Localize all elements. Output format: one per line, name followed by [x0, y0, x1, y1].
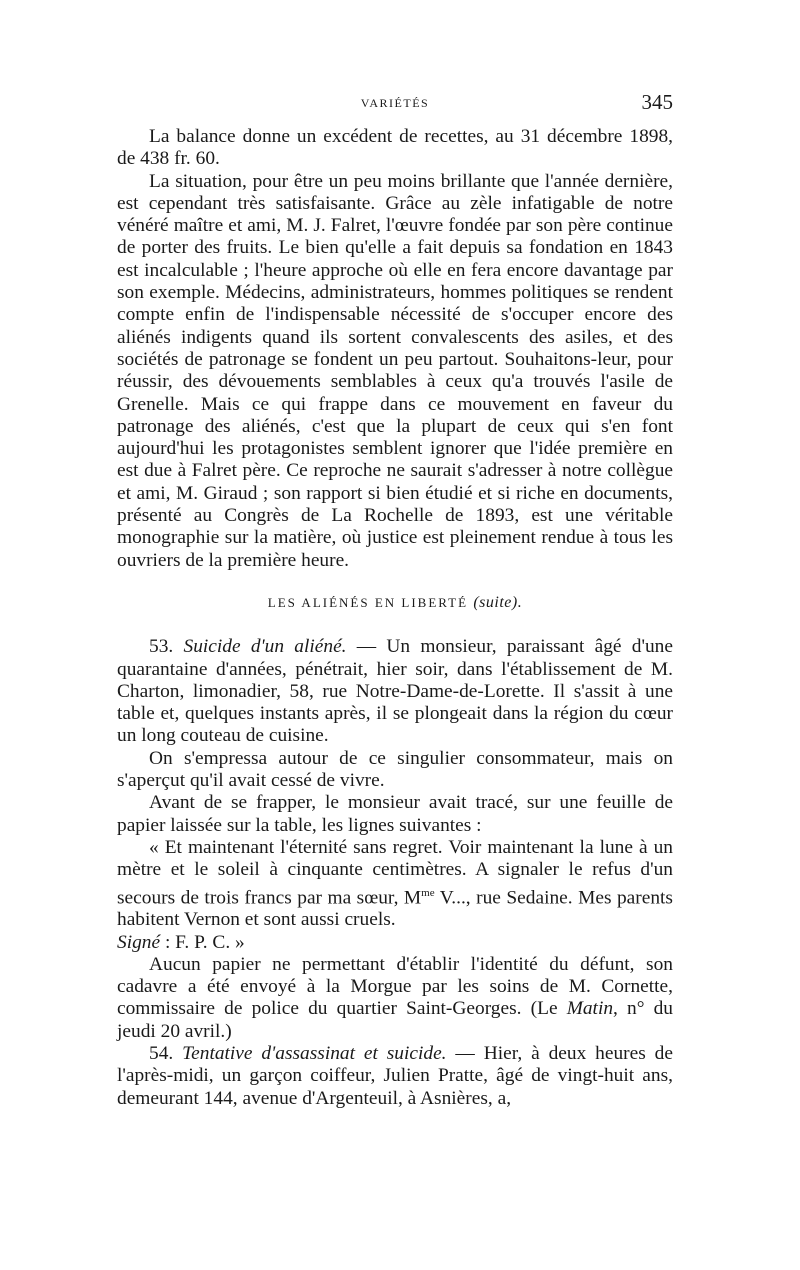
- item-54-paragraph: [117, 1043, 673, 1110]
- quote-superscript: me: [421, 886, 435, 899]
- item-53-paragraph-2: On s'empressa autour de ce singulier consommateur, mais on s'aperçut qu'il avait cessé de vivre.: [117, 747, 673, 792]
- signed-label: Signé: [117, 931, 161, 953]
- item-53-number: 53.: [149, 636, 174, 658]
- section-title: LES ALIÉNÉS EN LIBERTÉ: [267, 594, 469, 610]
- item-53-text-5-end: , n° du jeudi 20 avril.): [117, 998, 674, 1042]
- source-name: Matin: [566, 998, 614, 1020]
- item-54-title: Tentative d'assassinat et suicide.: [182, 1043, 447, 1065]
- intro-paragraph-2: La situation, pour être un peu moins brillante que l'année dernière, est cependant très satisfaisante. Grâce au zèle infatigable de notre vénéré maître et ami, M. J. Falret, l'œuvre fondée par son père continue de porter des fruits. Le bien qu'elle a fait depuis sa fondation en 1843 est incalculable ; l'heure approche où elle en fera encore davantage par son exemple. Médecins, administrateurs, hommes politiques se rendent compte enfin de l'indispensable nécessité de s'occuper encore des aliénés indigents quand ils sortent convalescents des asiles, et des sociétés de patronage se fondent un peu partout. Souhaitons-leur, pour réussir, des dévouements semblables à ceux qu'a trouvés l'asile de Grenelle. Mais ce qui frappe dans ce mouvement en faveur du patronage des aliénés, c'est que la plupart de ceux qui s'en font aujourd'hui les protagonistes semblent ignorer que l'idée première en est due à Falret père. Ce reproche ne saurait s'adresser à notre collègue et ami, M. Giraud ; son rapport si bien étudié et si riche en documents, présenté au Congrès de La Rochelle de 1893, est une véritable monographie sur la matière, où justice est pleinement rendue à tous les ouvriers de la première heure.: [117, 170, 673, 571]
- item-53-quote: [117, 837, 673, 932]
- body-text: [117, 126, 673, 1110]
- running-head: [117, 90, 673, 116]
- quote-text: « Et maintenant l'éternité sans regret. Voir maintenant la lune à un mètre et le soleil à cinquante centimètres. A signaler le refus d'un secours de trois francs par ma sœur, M: [117, 836, 673, 908]
- section-title-suffix: (suite).: [473, 593, 523, 611]
- item-53-text-1: — Un monsieur, paraissant âgé d'une quarantaine d'années, pénétrait, hier soir, dans l'établissement de M. Charton, limonadier, 58, rue Notre-Dame-de-Lorette. Il s'assit à une table et, quelques instants après, il se plongeait dans la région du cœur un long couteau de cuisine.: [117, 636, 673, 747]
- running-title: VARIÉTÉS: [360, 96, 430, 110]
- item-53-paragraph-3: Avant de se frapper, le monsieur avait tracé, sur une feuille de papier laissée sur la table, les lignes suivantes :: [117, 792, 673, 836]
- item-54-text: — Hier, à deux heures de l'après-midi, un garçon coiffeur, Julien Pratte, âgé de vingt-huit ans, demeurant 144, avenue d'Argenteuil, à Asnières, a,: [117, 1043, 673, 1109]
- quote-text-rest: V..., rue Sedaine. Mes parents habitent Vernon et sont aussi cruels.: [117, 886, 673, 931]
- item-53-signature: [117, 932, 673, 954]
- item-53-paragraph-5: [117, 954, 673, 1043]
- item-54-number: 54.: [149, 1043, 174, 1065]
- item-53-paragraph-1: [117, 636, 673, 747]
- section-heading: [117, 592, 673, 614]
- signed-value: : F. P. C. »: [160, 931, 245, 953]
- page-number: 345: [641, 90, 673, 114]
- item-53-title: Suicide d'un aliéné.: [183, 636, 347, 658]
- intro-paragraph-1: La balance donne un excédent de recettes, au 31 décembre 1898, de 438 fr. 60.: [117, 126, 673, 170]
- item-53-text-5: Aucun papier ne permettant d'établir l'identité du défunt, son cadavre a été envoyé à la Morgue par les soins de M. Cornette, commissaire de police du quartier Saint-Georges. (Le: [117, 953, 673, 1020]
